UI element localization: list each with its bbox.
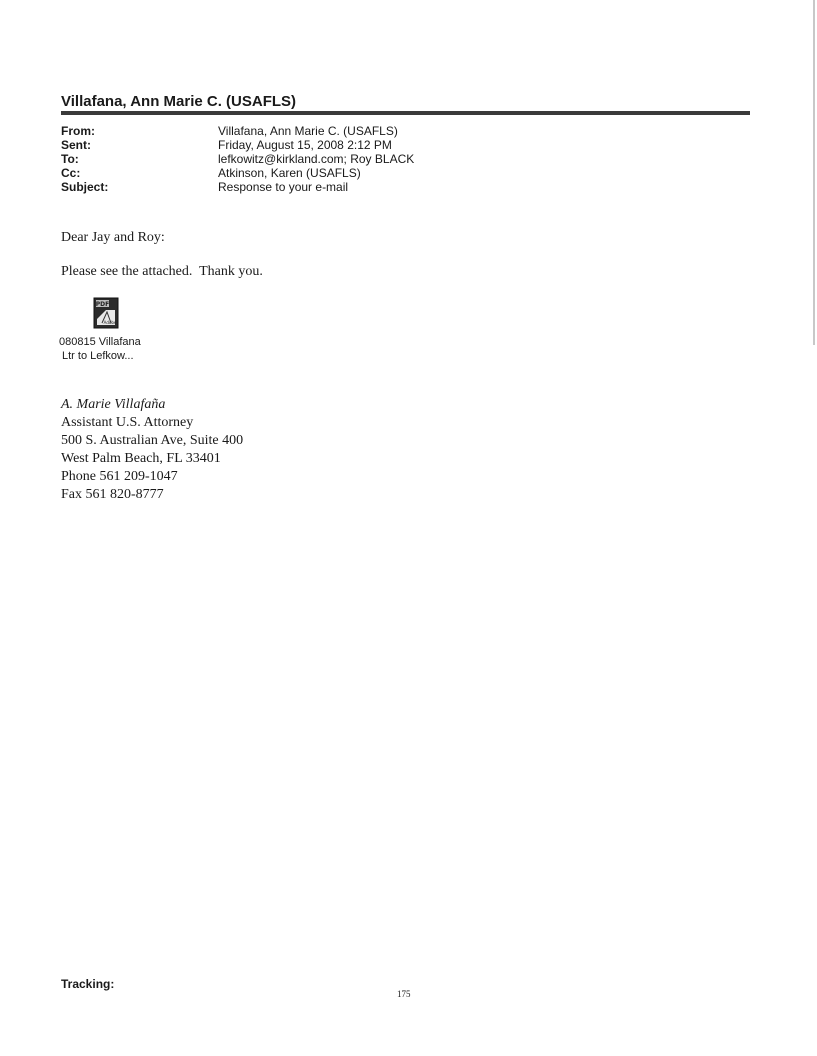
page-number: 175 [397, 989, 411, 999]
adobe-icon-text: Adobe [103, 320, 117, 325]
title-divider [61, 111, 750, 115]
signature-address-line2: West Palm Beach, FL 33401 [61, 451, 221, 466]
pdf-icon-text: PDF [95, 301, 110, 308]
subject-label: Subject: [61, 180, 109, 194]
from-value: Villafana, Ann Marie C. (USAFLS) [218, 124, 398, 138]
subject-value: Response to your e-mail [218, 180, 349, 194]
sent-value: Friday, August 15, 2008 2:12 PM [218, 138, 392, 152]
attachment-filename[interactable] [59, 335, 141, 363]
attachment-name-line2: Ltr to Lefkow... [62, 350, 134, 362]
to-label: To: [61, 152, 79, 166]
message-text: Please see the attached. Thank you. [61, 264, 263, 279]
signature-name: A. Marie Villafaña [61, 397, 166, 412]
cc-label: Cc: [61, 166, 81, 180]
attachment-name-line1: 080815 Villafana [59, 336, 141, 348]
greeting-text: Dear Jay and Roy: [61, 230, 165, 245]
signature-phone: Phone 561 209-1047 [61, 469, 178, 484]
pdf-file-icon[interactable] [93, 297, 119, 329]
cc-value: Atkinson, Karen (USAFLS) [218, 166, 361, 180]
email-title: Villafana, Ann Marie C. (USAFLS) [61, 93, 297, 110]
signature-address-line1: 500 S. Australian Ave, Suite 400 [61, 433, 244, 448]
signature-block [61, 396, 243, 504]
signature-fax: Fax 561 820-8777 [61, 487, 164, 502]
sent-label: Sent: [61, 138, 91, 152]
from-label: From: [61, 124, 95, 138]
tracking-label: Tracking: [61, 977, 115, 991]
to-value: lefkowitz@kirkland.com; Roy BLACK [218, 152, 415, 166]
page-edge-line [813, 0, 815, 345]
signature-title: Assistant U.S. Attorney [61, 415, 194, 430]
